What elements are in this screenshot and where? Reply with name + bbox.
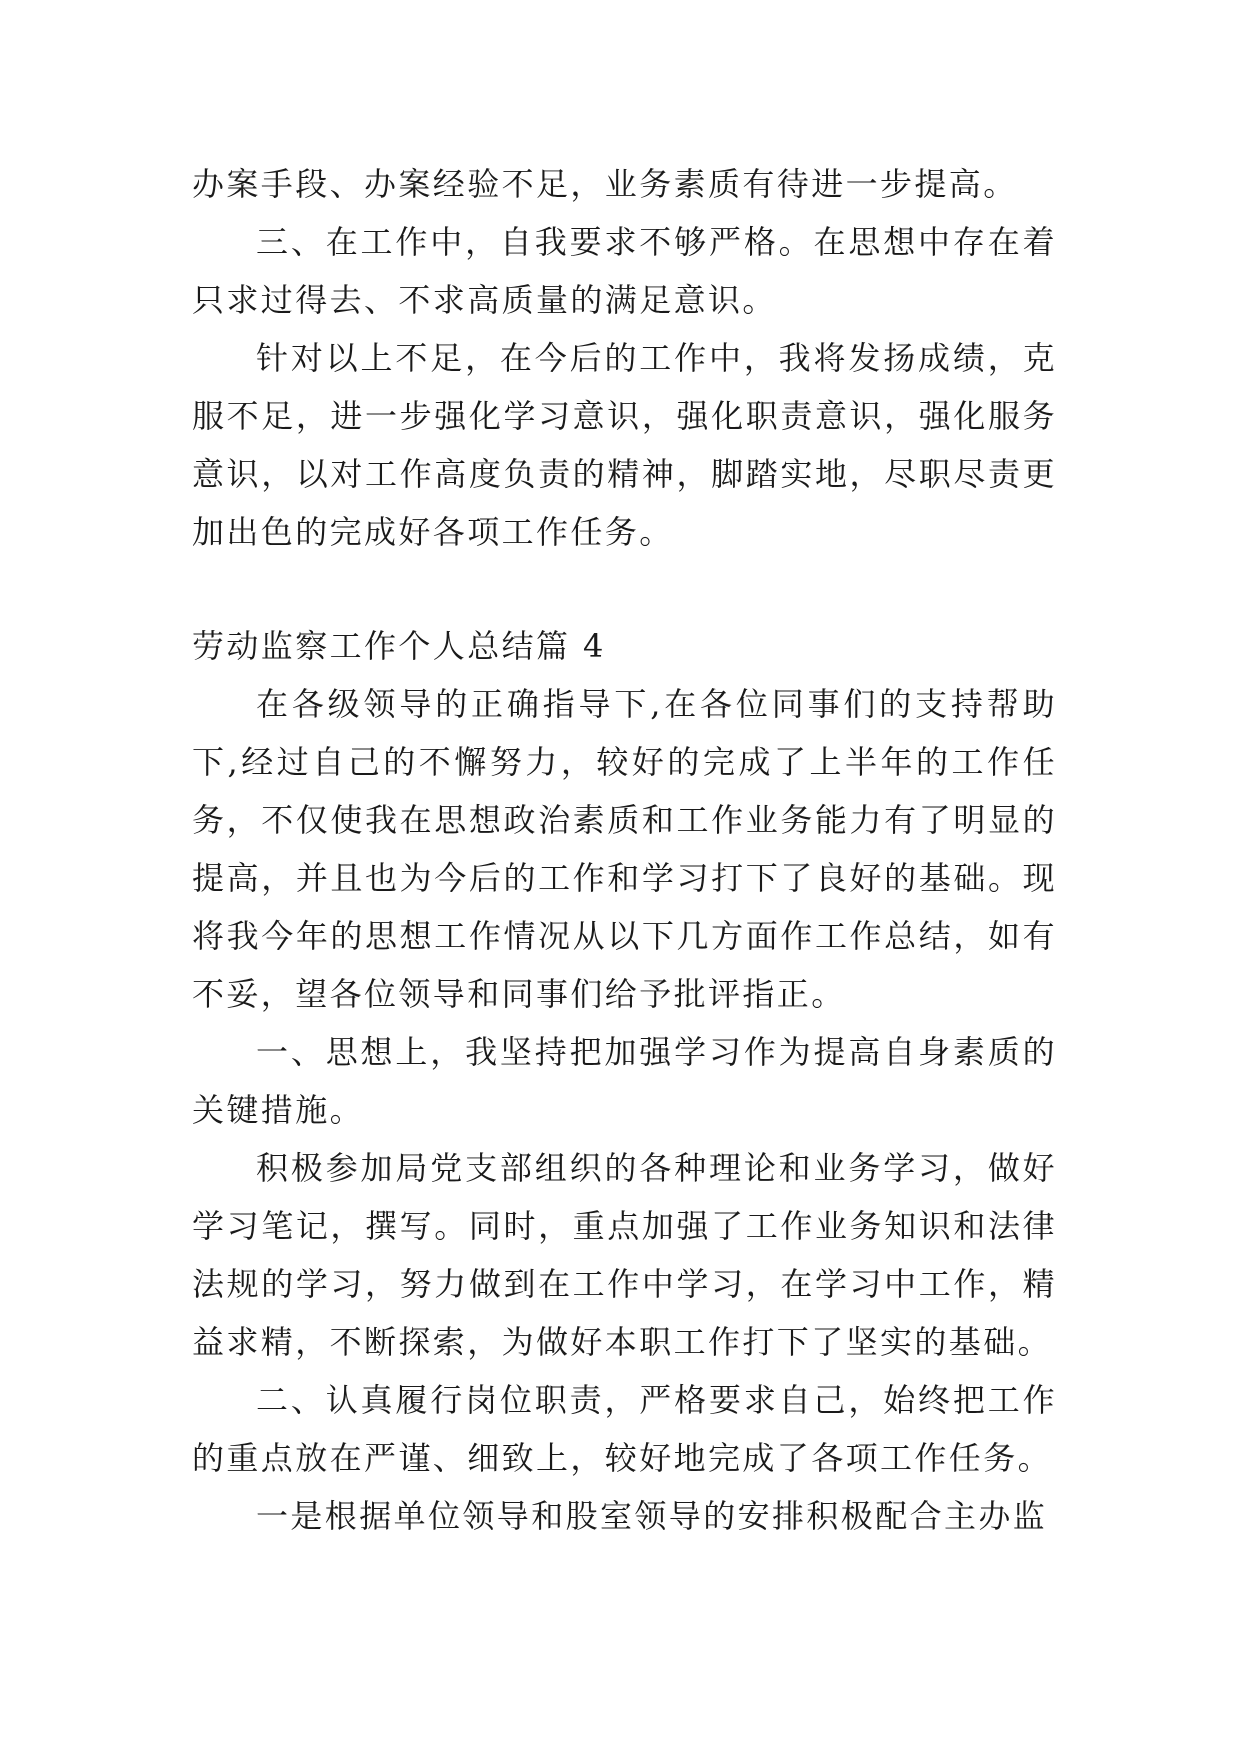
paragraph: 一是根据单位领导和股室领导的安排积极配合主办监 — [256, 1497, 1048, 1535]
paragraph: 在各级领导的正确指导下,在各位同事们的支持帮助下,经过自己的不懈努力，较好的完成了上半年的工作任务，不仅使我在思想政治素质和工作业务能力有了明显的提高，并且也为今后的工作和学习打下了良好的基础。现将我今年的思想工作情况从以下几方面作工作总结，如有不妥，望各位领导和同事们给予批评指正。 — [192, 685, 1057, 1013]
paragraph: 一、思想上，我坚持把加强学习作为提高自身素质的关键措施。 — [192, 1033, 1057, 1129]
paragraph: 二、认真履行岗位职责，严格要求自己，始终把工作的重点放在严谨、细致上，较好地完成了各项工作任务。 — [192, 1381, 1057, 1477]
paragraph: 办案手段、办案经验不足，业务素质有待进一步提高。 — [192, 165, 1018, 203]
document-body — [192, 155, 1057, 1545]
paragraph: 三、在工作中，自我要求不够严格。在思想中存在着只求过得去、不求高质量的满足意识。 — [192, 223, 1057, 319]
paragraph: 积极参加局党支部组织的各种理论和业务学习，做好学习笔记，撰写。同时，重点加强了工作业务知识和法律法规的学习，努力做到在工作中学习，在学习中工作，精益求精，不断探索，为做好本职工作打下了坚实的基础。 — [192, 1149, 1057, 1361]
section-title: 劳动监察工作个人总结篇 4 — [192, 627, 606, 665]
paragraph: 针对以上不足，在今后的工作中，我将发扬成绩，克服不足，进一步强化学习意识，强化职责意识，强化服务意识，以对工作高度负责的精神，脚踏实地，尽职尽责更加出色的完成好各项工作任务。 — [192, 339, 1057, 551]
